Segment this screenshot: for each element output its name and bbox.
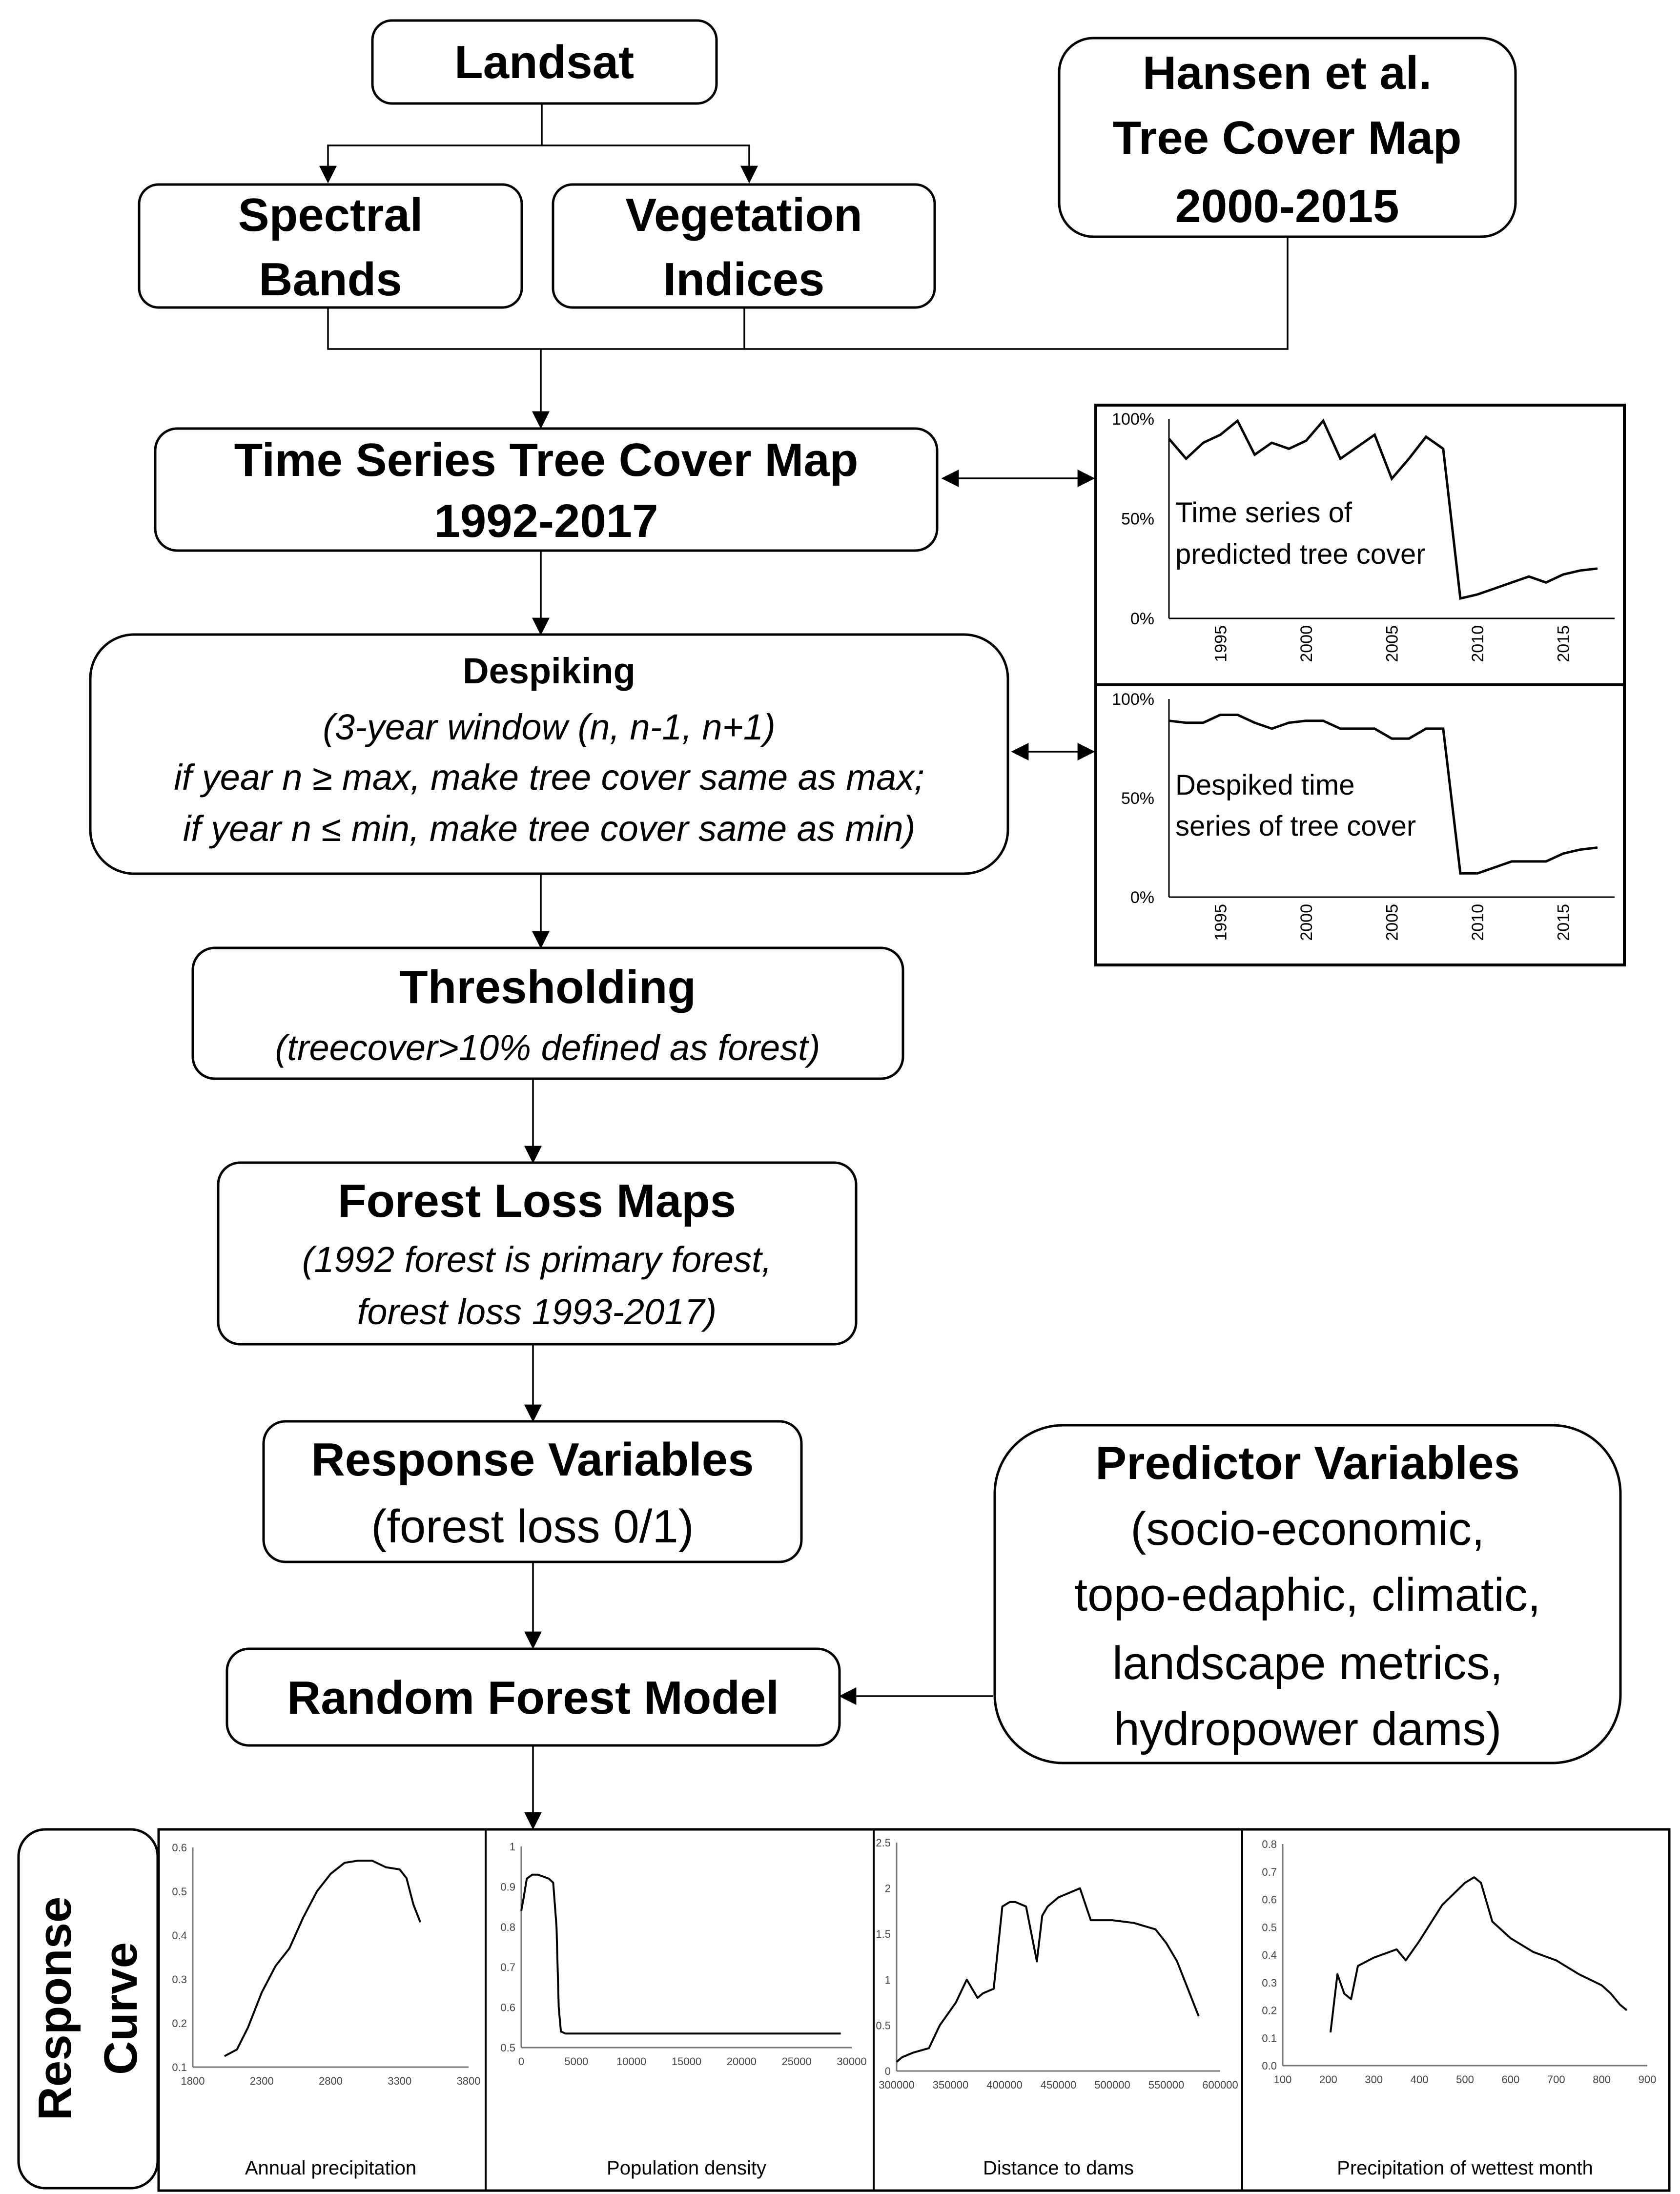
box-predictor-variables [995, 1425, 1620, 1763]
response-curve-annual-precipitation [172, 1842, 480, 2179]
x-tick-label: 450000 [1040, 2079, 1077, 2091]
despiking-line3: if year n ≤ min, make tree cover same as min) [183, 808, 916, 849]
x-tick-label: 20000 [726, 2055, 757, 2068]
x-tick-label: 900 [1638, 2073, 1657, 2086]
x-tick-label: 300 [1365, 2073, 1383, 2086]
x-tick-label: 550000 [1148, 2079, 1185, 2091]
x-tick-label: 30000 [837, 2055, 867, 2068]
y-tick-label: 0.8 [1262, 1838, 1277, 1850]
x-tick-label: 1800 [181, 2075, 205, 2087]
time-series-chart-predicted [1112, 410, 1615, 662]
data-point [1477, 873, 1478, 874]
x-tick-label: 3300 [388, 2075, 412, 2087]
y-tick-label: 0.6 [172, 1842, 187, 1854]
response-curve-precipitation-wettest-month [1262, 1838, 1656, 2179]
y-tick-label: 0.7 [500, 1961, 515, 1974]
data-point [1042, 1915, 1043, 1916]
data-point [1474, 1877, 1475, 1878]
box-forest-loss [218, 1163, 856, 1344]
response-curve-panel [159, 1829, 1669, 2191]
y-tick-label: 2 [884, 1882, 891, 1895]
x-tick-label: 700 [1547, 2073, 1565, 2086]
y-tick-label: 0.5 [172, 1886, 187, 1898]
data-point [420, 1922, 421, 1923]
x-tick-label: 3800 [456, 2075, 481, 2087]
data-point [1597, 568, 1598, 569]
x-tick-label: 1995 [1211, 904, 1230, 941]
spectral-bands-line2: Bands [259, 253, 402, 306]
x-tick-label: 25000 [781, 2055, 812, 2068]
y-tick-label: 0.5 [500, 2042, 515, 2054]
data-point [1271, 728, 1272, 729]
response-curve-line [521, 1875, 840, 2034]
response-curve-line1: Response [29, 1896, 81, 2121]
y-tick-label: 0.4 [172, 1929, 187, 1942]
x-tick-label: 2015 [1554, 904, 1573, 941]
y-tick-label: 0.0 [1262, 2060, 1277, 2072]
time-series-line2: 1992-2017 [434, 495, 658, 547]
predictor-variables-title: Predictor Variables [1095, 1437, 1520, 1489]
y-tick-label: 0% [1130, 888, 1154, 907]
response-curve-distance-to-dams [876, 1837, 1238, 2179]
data-point [1492, 1921, 1493, 1922]
data-point [1090, 1920, 1091, 1921]
data-point [1597, 847, 1598, 848]
data-point [1374, 728, 1375, 729]
y-tick-label: 0% [1130, 610, 1154, 628]
y-tick-label: 0.3 [172, 1973, 187, 1986]
response-curve-line [897, 1888, 1199, 2062]
y-tick-label: 1.5 [876, 1928, 891, 1941]
data-point [1601, 1985, 1602, 1986]
data-point [1203, 722, 1204, 723]
x-tick-label: 2800 [319, 2075, 343, 2087]
x-tick-label: 2010 [1469, 904, 1488, 941]
thresholding-title: Thresholding [399, 961, 696, 1013]
y-tick-label: 100% [1112, 410, 1154, 429]
box-response-curve-label [19, 1829, 158, 2188]
data-point [558, 2007, 559, 2008]
y-tick-label: 0.2 [1262, 2004, 1277, 2017]
despiking-title: Despiking [463, 651, 635, 691]
forest-loss-line2: forest loss 1993-2017) [357, 1292, 717, 1332]
x-tick-label: 500 [1456, 2073, 1474, 2086]
spectral-bands-line1: Spectral [238, 189, 423, 241]
data-point [1373, 1957, 1374, 1958]
chart-annotation: Time series of [1175, 497, 1352, 529]
box-hansen [1059, 38, 1516, 237]
x-tick-label: 1995 [1211, 625, 1230, 662]
y-tick-label: 1 [509, 1841, 515, 1853]
x-tick-label: 2000 [1297, 625, 1316, 662]
data-point [275, 1966, 276, 1967]
y-tick-label: 0.7 [1262, 1866, 1277, 1878]
box-despiking [90, 635, 1008, 874]
forest-loss-line1: (1992 forest is primary forest, [302, 1239, 772, 1280]
y-tick-label: 1 [884, 1973, 891, 1986]
x-tick-label: 2005 [1383, 625, 1402, 662]
chart-annotation: Despiked time [1175, 769, 1355, 801]
hansen-line1: Hansen et al. [1142, 47, 1432, 99]
data-point [399, 1869, 400, 1870]
data-point [1477, 594, 1478, 595]
x-tick-label: 300000 [879, 2079, 915, 2091]
hansen-line3: 2000-2015 [1175, 180, 1399, 232]
box-vegetation-indices [553, 185, 935, 308]
x-tick-label: 600000 [1202, 2079, 1238, 2091]
despiking-line2: if year n ≥ max, make tree cover same as max; [174, 757, 924, 798]
box-random-forest [227, 1649, 840, 1745]
data-point [532, 1874, 533, 1875]
data-point [1374, 434, 1375, 435]
time-series-chart-despiked [1112, 690, 1615, 941]
arrow-landsat-to-spectral [328, 103, 542, 182]
y-tick-label: 100% [1112, 690, 1154, 709]
thresholding-sub: (treecover>10% defined as forest) [275, 1027, 820, 1068]
data-point [631, 2033, 632, 2034]
x-axis-label: Distance to dams [983, 2157, 1134, 2179]
chart-annotation: predicted tree cover [1175, 538, 1426, 570]
landsat-label: Landsat [454, 36, 635, 88]
box-landsat [372, 21, 717, 103]
x-tick-label: 400000 [986, 2079, 1023, 2091]
response-curve-line2: Curve [95, 1942, 147, 2075]
predictor-line3: landscape metrics, [1112, 1637, 1503, 1689]
data-point [1254, 454, 1255, 455]
x-tick-label: 15000 [671, 2055, 702, 2068]
data-point [1112, 1920, 1113, 1921]
x-tick-label: 400 [1410, 2073, 1429, 2086]
despiking-line1: (3-year window (n, n-1, n+1) [323, 707, 776, 747]
data-point [521, 1910, 522, 1911]
response-curve-population-density [500, 1841, 866, 2179]
data-point [840, 2033, 841, 2034]
data-point [1340, 728, 1341, 729]
box-spectral-bands [139, 185, 522, 308]
y-tick-label: 0.2 [172, 2017, 187, 2030]
x-tick-label: 5000 [564, 2055, 589, 2068]
data-point [1186, 458, 1187, 459]
data-point [1357, 728, 1358, 729]
forest-loss-title: Forest Loss Maps [337, 1175, 737, 1227]
x-tick-label: 2015 [1554, 625, 1573, 662]
data-point [1323, 720, 1324, 721]
x-tick-label: 200 [1319, 2073, 1337, 2086]
y-tick-label: 0.9 [500, 1881, 515, 1893]
x-tick-label: 500000 [1094, 2079, 1130, 2091]
data-point [537, 1874, 538, 1875]
x-tick-label: 0 [518, 2055, 525, 2068]
y-tick-label: 0.5 [876, 2019, 891, 2032]
x-tick-label: 600 [1501, 2073, 1520, 2086]
data-point [1058, 1897, 1059, 1898]
x-tick-label: 100 [1273, 2073, 1292, 2086]
data-point [1220, 434, 1221, 435]
x-axis-label: Precipitation of wettest month [1337, 2157, 1593, 2179]
y-tick-label: 0 [884, 2065, 891, 2077]
response-variables-sub: (forest loss 0/1) [371, 1500, 694, 1553]
x-tick-label: 2005 [1383, 904, 1402, 941]
response-curve-line [225, 1861, 420, 2056]
arrow-landsat-to-vegetation [542, 145, 749, 182]
data-point [565, 2033, 566, 2034]
y-tick-label: 0.6 [1262, 1893, 1277, 1906]
box-response-variables [264, 1421, 801, 1562]
random-forest-label: Random Forest Model [287, 1672, 779, 1724]
predictor-line1: (socio-economic, [1130, 1503, 1485, 1555]
y-tick-label: 0.4 [1262, 1949, 1277, 1961]
data-point [406, 1878, 407, 1879]
data-point [966, 1979, 967, 1980]
y-tick-label: 50% [1121, 789, 1154, 808]
x-tick-label: 800 [1593, 2073, 1611, 2086]
data-point [1344, 1993, 1345, 1994]
data-point [1186, 722, 1187, 723]
data-point [1254, 722, 1255, 723]
y-tick-label: 0.8 [500, 1921, 515, 1933]
vegetation-indices-line2: Indices [663, 253, 825, 306]
data-point [1340, 458, 1341, 459]
time-series-panel [1096, 405, 1624, 965]
response-curve-line [1331, 1877, 1627, 2032]
x-tick-label: 2300 [249, 2075, 274, 2087]
data-point [543, 1876, 544, 1877]
x-tick-label: 350000 [932, 2079, 969, 2091]
y-tick-label: 0.1 [1262, 2032, 1277, 2045]
time-series-line1: Time Series Tree Cover Map [234, 434, 859, 486]
x-tick-label: 2010 [1469, 625, 1488, 662]
box-thresholding [193, 948, 903, 1079]
x-axis-label: Population density [607, 2157, 766, 2179]
y-tick-label: 0.3 [1262, 1976, 1277, 1989]
predictor-line2: topo-edaphic, climatic, [1074, 1569, 1541, 1621]
predictor-line4: hydropower dams) [1113, 1703, 1502, 1755]
y-tick-label: 0.1 [172, 2061, 187, 2073]
x-tick-label: 2000 [1297, 904, 1316, 941]
x-axis-label: Annual precipitation [245, 2157, 417, 2179]
data-point [1556, 1960, 1557, 1961]
data-point [741, 2033, 742, 2034]
y-tick-label: 0.6 [500, 2001, 515, 2014]
box-time-series [155, 429, 937, 551]
chart-annotation: series of tree cover [1175, 810, 1416, 842]
vegetation-indices-line1: Vegetation [625, 189, 862, 241]
y-tick-label: 0.5 [1262, 1921, 1277, 1934]
y-tick-label: 2.5 [876, 1837, 891, 1849]
hansen-line2: Tree Cover Map [1112, 112, 1462, 164]
x-tick-label: 10000 [616, 2055, 647, 2068]
response-variables-title: Response Variables [311, 1434, 754, 1486]
y-tick-label: 50% [1121, 510, 1154, 529]
